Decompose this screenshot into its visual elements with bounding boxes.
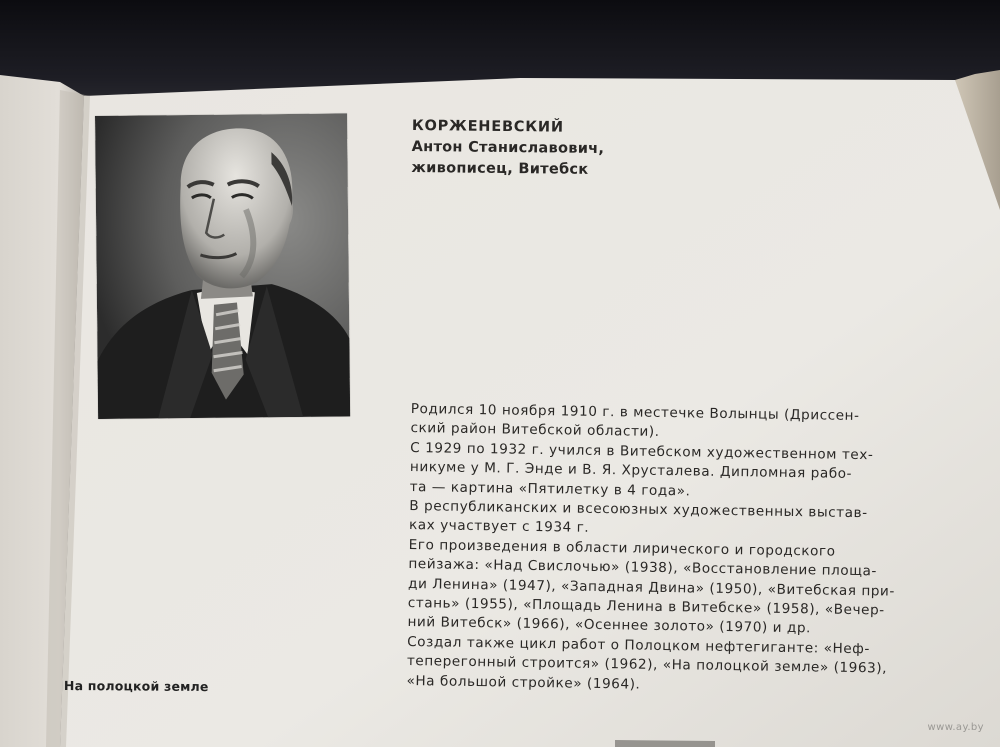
- biography-text: [406, 400, 971, 700]
- artist-surname: КОРЖЕНЕВСКИЙ: [411, 117, 564, 136]
- bio-line: «На большой стройке» (1964).: [406, 672, 641, 693]
- bio-line: стань» (1955), «Площадь Ленина в Витебске» (1958), «Вечер-: [407, 595, 885, 619]
- bio-line: Создал также цикл работ о Полоцком нефтегиганте: «Неф-: [407, 633, 870, 658]
- bio-line: та — картина «Пятилетку в 4 года».: [409, 478, 691, 500]
- bio-line: ди Ленина» (1947), «Западная Двина» (1950), «Витебская при-: [407, 575, 895, 600]
- artist-profession: живописец, Витебск: [411, 159, 589, 178]
- artist-name: Антон Станиславович,: [411, 138, 605, 158]
- bio-line: пейзажа: «Над Свислочью» (1938), «Восстановление площа-: [408, 556, 878, 580]
- bio-line: никуме у М. Г. Энде и В. Я. Хрусталева. Дипломная рабо-: [409, 459, 853, 483]
- bio-line: Его произведения в области лирического и городского: [408, 536, 836, 560]
- bio-line: ский район Витебской области).: [410, 420, 660, 441]
- portrait-photo: [95, 113, 350, 419]
- bio-line: ках участвует с 1934 г.: [408, 517, 590, 537]
- bio-line: ний Витебск» (1966), «Осеннее золото» (1970) и др.: [407, 614, 812, 637]
- artwork-caption: На полоцкой земле: [63, 678, 209, 695]
- artist-heading: [411, 116, 604, 181]
- watermark-text: www.ay.by: [927, 722, 984, 733]
- bio-line: С 1929 по 1932 г. учился в Витебском художественном тех-: [410, 439, 874, 464]
- page-bottom-mark: [615, 740, 715, 747]
- bio-line: теперегонный строится» (1962), «На полоцкой земле» (1963),: [406, 653, 888, 677]
- bio-line: Родился 10 ноября 1910 г. в местечке Волынцы (Дриссен-: [410, 400, 860, 425]
- bio-line: В республиканских и всесоюзных художественных выстав-: [409, 498, 868, 522]
